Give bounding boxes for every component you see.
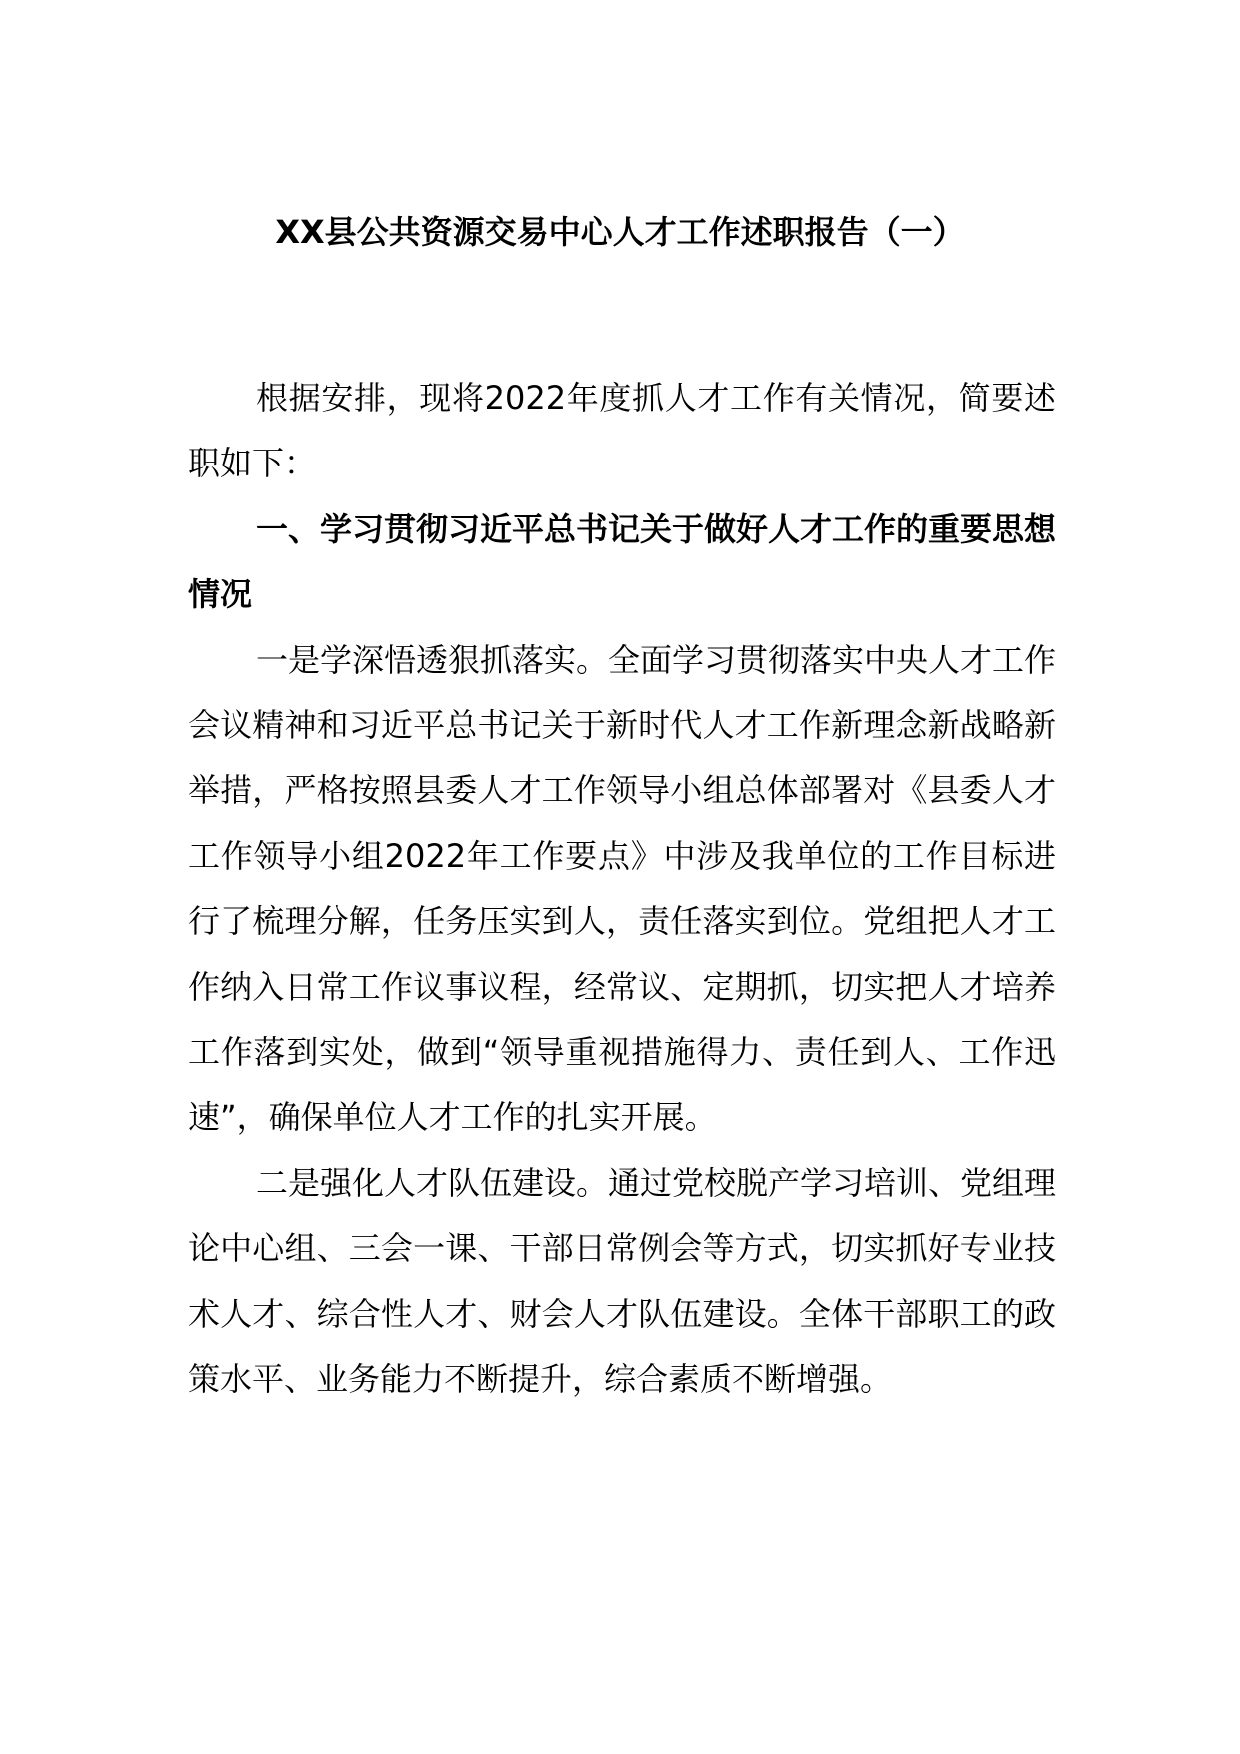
paragraph-item-2: 二是强化人才队伍建设。通过党校脱产学习培训、党组理论中心组、三会一课、干部日常例会等方式，切实抓好专业技术人才、综合性人才、财会人才队伍建设。全体干部职工的政策水平、业务能力不断提升，综合素质不断增强。 (188, 1163, 1057, 1399)
paragraph-item-1: 一是学深悟透狠抓落实。全面学习贯彻落实中央人才工作会议精神和习近平总书记关于新时代人才工作新理念新战略新举措，严格按照县委人才工作领导小组总体部署对《县委人才工作领导小组2022年工作要点》中涉及我单位的工作目标进行了梳理分解，任务压实到人，责任落实到位。党组把人才工作纳入日常工作议事议程，经常议、定期抓，切实把人才培养工作落到实处，做到“领导重视措施得力、责任到人、工作迅速”，确保单位人才工作的扎实开展。 (188, 640, 1057, 1137)
document-title: XX县公共资源交易中心人才工作述职报告（一） (275, 213, 965, 251)
document-body (188, 366, 1056, 1413)
section-heading-1: 一、学习贯彻习近平总书记关于做好人才工作的重要思想情况 (188, 509, 1057, 614)
intro-paragraph: 根据安排，现将2022年度抓人才工作有关情况，简要述职如下： (188, 379, 1056, 483)
